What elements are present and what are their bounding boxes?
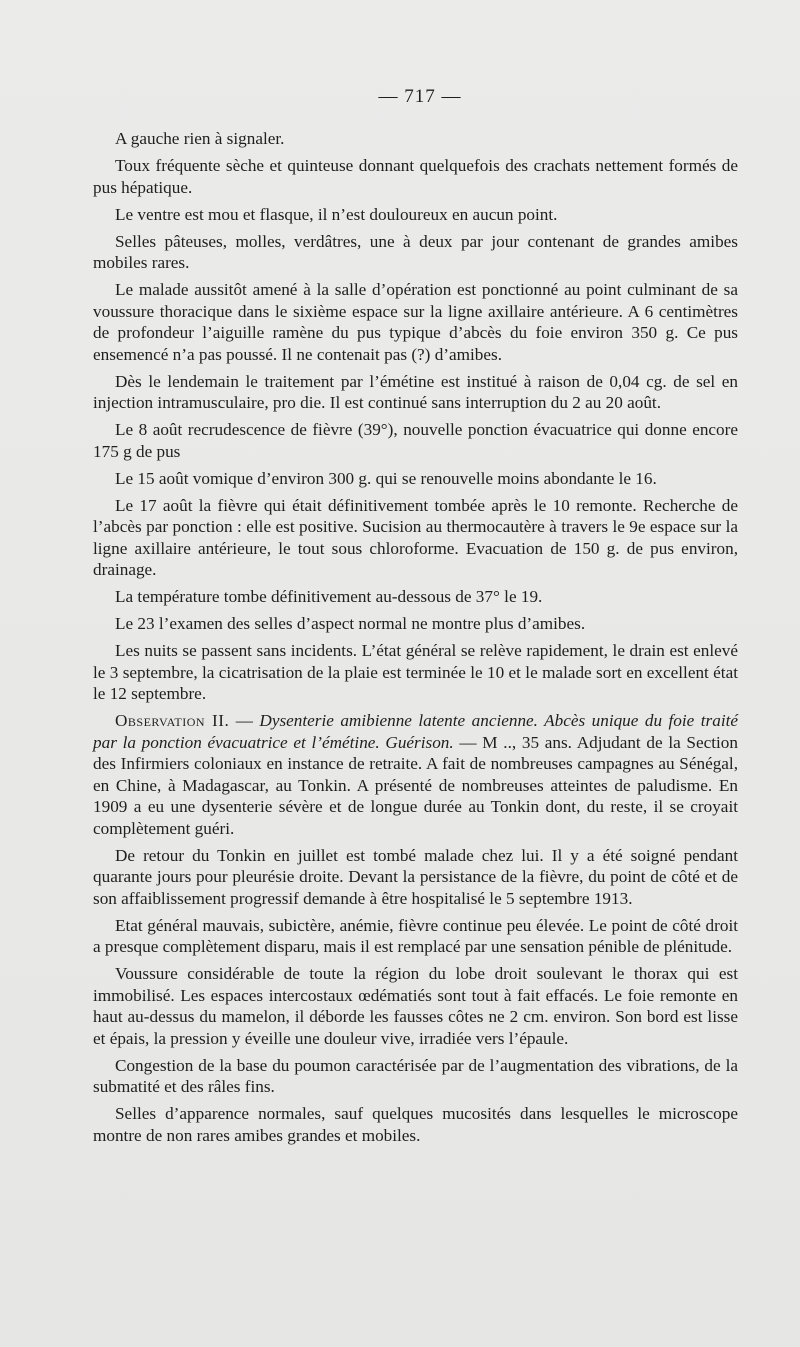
paragraph: De retour du Tonkin en juillet est tombé malade chez lui. Il y a été soigné pendant quarante jours pour pleurésie droite. Devant la persistance de la fièvre, du point de côté et de son affaiblissement progressif demande à être hospitalisé le 5 septembre 1913. bbox=[93, 845, 738, 908]
page-number: — 717 — bbox=[378, 86, 462, 107]
paragraph: Selles pâteuses, molles, verdâtres, une à deux par jour contenant de grandes amibes mobiles rares. bbox=[93, 231, 738, 272]
paragraph: Le 8 août recrudescence de fièvre (39°), nouvelle ponction évacuatrice qui donne encore 175 g de pus bbox=[93, 420, 738, 461]
observation-body: — M .., 35 ans. Adjudant de la Section des Infirmiers coloniaux en instance de retraite. A fait de nombreuses campagnes au Sénégal, en Chine, à Madagascar, au Tonkin. A présenté de nombreuses atteintes de paludisme. En 1909 a eu une dysenterie sévère et de longue durée au Tonkin dont, du reste, il se croyait complètement guéri. bbox=[93, 732, 738, 838]
observation-title: Dysenterie amibienne latente ancienne. Abcès unique du foie traité par la ponction évacuatrice et l’émétine. Guérison. bbox=[93, 711, 738, 752]
paragraph: A gauche rien à signaler. bbox=[115, 129, 285, 148]
paragraph: Etat général mauvais, subictère, anémie, fièvre continue peu élevée. Le point de côté droit a presque complètement disparu, mais il est remplacé par une sensation pénible de plénitude. bbox=[93, 915, 738, 956]
paragraph: Voussure considérable de toute la région du lobe droit soulevant le thorax qui est immobilisé. Les espaces intercostaux œdématiés sont tout à fait effacés. Le foie remonte en haut au-dessus du mamelon, il déborde les fausses côtes ne 2 cm. environ. Son bord est lisse et épais, la pression y éveille une douleur vive, irradiée vers l’épaule. bbox=[93, 964, 738, 1048]
paragraph: Le ventre est mou et flasque, il n’est douloureux en aucun point. bbox=[115, 204, 558, 224]
observation-dash: — bbox=[229, 711, 260, 730]
paragraph: Le 17 août la fièvre qui était définitivement tombée après le 10 remonte. Recherche de l’abcès par ponction : elle est positive. Sucision au thermocautère à travers le 9e espace sur la ligne axillaire antérieure, le tout sous chloroforme. Evacuation de 150 g. de pus environ, drainage. bbox=[93, 495, 738, 579]
observation-label: Observation II. bbox=[115, 711, 230, 730]
paragraph: Dès le lendemain le traitement par l’émétine est institué à raison de 0,04 cg. de sel en injection intramusculaire, pro die. Il est continué sans interruption du 2 au 20 août. bbox=[93, 371, 738, 412]
paragraph: Selles d’apparence normales, sauf quelques mucosités dans lesquelles le microscope montre de non rares amibes grandes et mobiles. bbox=[93, 1104, 738, 1145]
paragraph: Congestion de la base du poumon caractérisée par de l’augmentation des vibrations, de la submatité et des râles fins. bbox=[93, 1055, 738, 1096]
paragraph: La température tombe définitivement au-dessous de 37° le 19. bbox=[115, 587, 543, 606]
paragraph: Le 15 août vomique d’environ 300 g. qui se renouvelle moins abondante le 16. bbox=[115, 468, 657, 488]
paragraph: Les nuits se passent sans incidents. L’état général se relève rapidement, le drain est enlevé le 3 septembre, la cicatrisation de la plaie est terminée le 10 et le malade sort en excellent état le 12 septembre. bbox=[93, 641, 738, 703]
paragraph: Toux fréquente sèche et quinteuse donnant quelquefois des crachats nettement formés de pus hépatique. bbox=[93, 156, 738, 197]
paragraph: Le 23 l’examen des selles d’aspect normal ne montre plus d’amibes. bbox=[115, 614, 586, 633]
body-text bbox=[93, 128, 738, 1152]
paragraph: Le malade aussitôt amené à la salle d’opération est ponctionné au point culminant de sa voussure thoracique dans le sixième espace sur la ligne axillaire antérieure. A 6 centimètres de profondeur l’aiguille ramène du pus typique d’abcès du foie environ 350 g. Ce pus ensemencé n’a pas poussé. Il ne contenait pas (?) d’amibes. bbox=[93, 280, 738, 364]
observation-paragraph bbox=[93, 710, 738, 839]
